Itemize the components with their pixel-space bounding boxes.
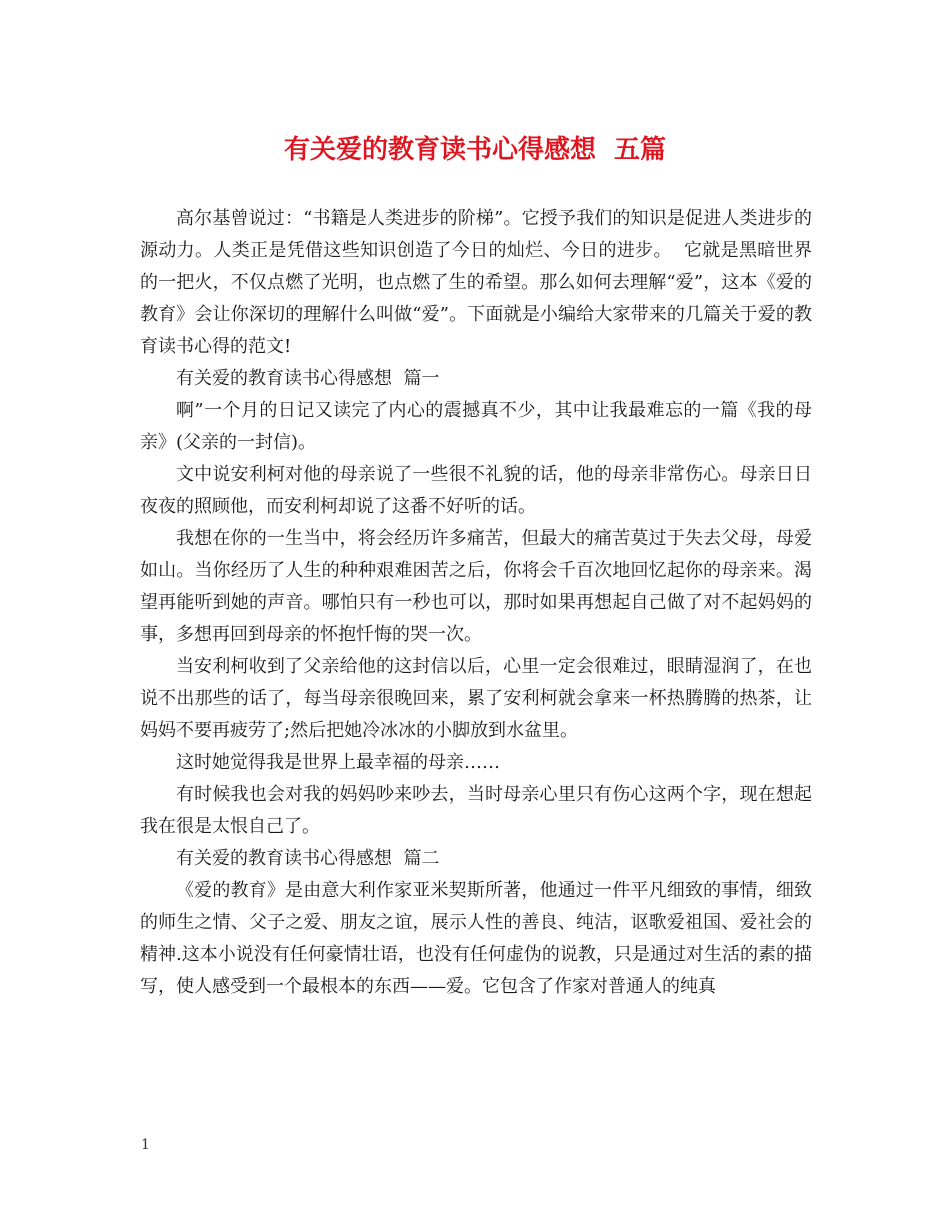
document-body	[140, 203, 812, 1003]
section-heading: 有关爱的教育读书心得感想 篇二	[176, 848, 440, 869]
paragraph: 高尔基曾说过：“书籍是人类进步的阶梯”。它授予我们的知识是促进人类进步的源动力。人类正是凭借这些知识创造了今日的灿烂、今日的进步。 它就是黑暗世界的一把火，不仅点燃了光明，也点燃了生的希望。那么如何去理解“爱”，这本《爱的教育》会让你深切的理解什么叫做“爱”。下面就是小编给大家带来的几篇关于爱的教育读书心得的范文!	[140, 208, 812, 357]
paragraph: 我想在你的一生当中，将会经历许多痛苦，但最大的痛苦莫过于失去父母，母爱如山。当你经历了人生的种种艰难困苦之后，你将会千百次地回忆起你的母亲来。渴望再能听到她的声音。哪怕只有一秒也可以，那时如果再想起自己做了对不起妈妈的事，多想再回到母亲的怀抱忏悔的哭一次。	[140, 528, 812, 645]
paragraph: 有时候我也会对我的妈妈吵来吵去，当时母亲心里只有伤心这两个字，现在想起我在很是太恨自己了。	[140, 784, 812, 837]
paragraph: 文中说安利柯对他的母亲说了一些很不礼貌的话，他的母亲非常伤心。母亲日日夜夜的照顾他，而安利柯却说了这番不好听的话。	[140, 464, 812, 517]
document-title: 有关爱的教育读书心得感想 五篇	[283, 135, 667, 165]
paragraph: 《爱的教育》是由意大利作家亚米契斯所著，他通过一件平凡细致的事情，细致的师生之情、父子之爱、朋友之谊，展示人性的善良、纯洁，讴歌爱祖国、爱社会的精神.这本小说没有任何豪情壮语，也没有任何虚伪的说教，只是通过对生活的素的描写，使人感受到一个最根本的东西——爱。它包含了作家对普通人的纯真	[140, 880, 812, 997]
paragraph: 这时她觉得我是世界上最幸福的母亲……	[176, 752, 500, 773]
paragraph: 啊”一个月的日记又读完了内心的震撼真不少，其中让我最难忘的一篇《我的母亲》(父亲的一封信)。	[140, 400, 812, 453]
page-number: 1	[141, 1137, 150, 1153]
section-heading: 有关爱的教育读书心得感想 篇一	[176, 368, 440, 389]
paragraph: 当安利柯收到了父亲给他的这封信以后，心里一定会很难过，眼睛湿润了，在也说不出那些的话了，每当母亲很晚回来，累了安利柯就会拿来一杯热腾腾的热茶，让妈妈不要再疲劳了;然后把她冷冰冰的小脚放到水盆里。	[140, 656, 812, 741]
